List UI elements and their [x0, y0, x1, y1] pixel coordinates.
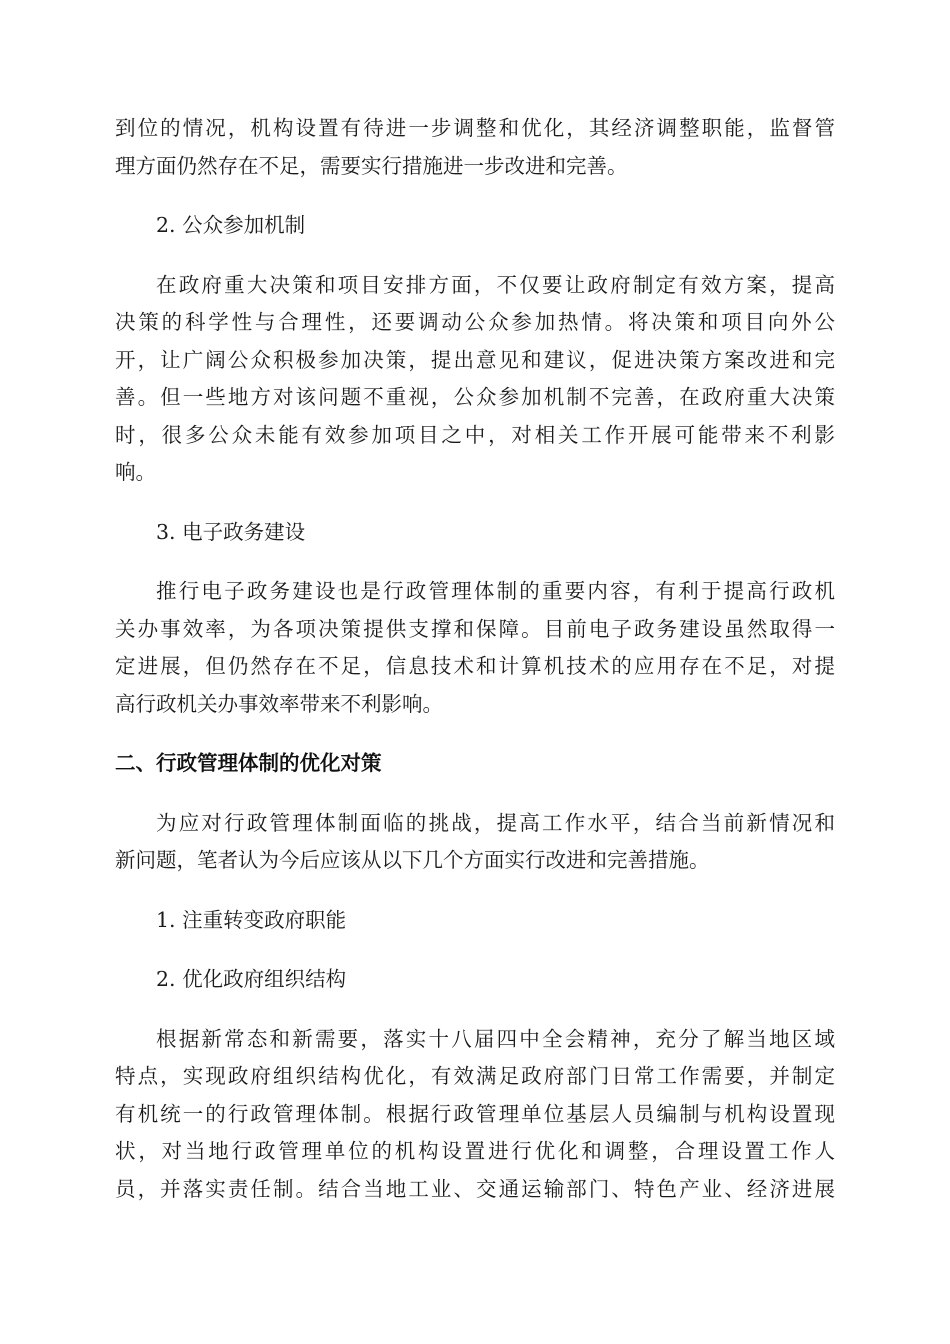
text-line: 有机统一的行政管理体制。根据行政管理单位基层人员编制与机构设置现: [115, 1101, 835, 1126]
document-page: [115, 110, 835, 1208]
section-heading: 二、行政管理体制的优化对策: [115, 751, 382, 775]
text-line: 在政府重大决策和项目安排方面，不仅要让政府制定有效方案，提高: [156, 272, 835, 297]
subheading-organization-structure: 2. 优化政府组织结构: [156, 967, 347, 991]
text-line: 特点，实现政府组织结构优化，有效满足政府部门日常工作需要，并制定: [115, 1064, 835, 1088]
text-line: 状，对当地行政管理单位的机构设置进行优化和调整，合理设置工作人: [115, 1139, 835, 1163]
text-line: 开，让广阔公众积极参加决策，提出意见和建议，促进决策方案改进和完: [115, 347, 835, 372]
paragraph-3: [115, 573, 835, 723]
text-line: 根据新常态和新需要，落实十八届四中全会精神，充分了解当地区域: [156, 1026, 835, 1051]
text-line: 时，很多公众未能有效参加项目之中，对相关工作开展可能带来不利影: [115, 422, 835, 447]
text-line: 到位的情况，机构设置有待进一步调整和优化，其经济调整职能，监督管: [115, 116, 835, 140]
paragraph-5: [115, 1021, 835, 1209]
text-line: 定进展，但仍然存在不足，信息技术和计算机技术的应用存在不足，对提: [115, 654, 835, 678]
text-line: 理方面仍然存在不足，需要实行措施进一步改进和完善。: [115, 153, 628, 178]
text-line: 关办事效率，为各项决策提供支撑和保障。目前电子政务建设虽然取得一: [115, 616, 835, 641]
text-line: 高行政机关办事效率带来不利影响。: [115, 691, 443, 716]
paragraph-2: [115, 267, 835, 492]
text-line: 推行电子政务建设也是行政管理体制的重要内容，有利于提高行政机: [156, 579, 835, 603]
subheading-public-participation: 2. 公众参加机制: [156, 213, 306, 237]
subheading-government-functions: 1. 注重转变政府职能: [156, 907, 347, 932]
paragraph-4: [115, 805, 835, 880]
paragraph-1: [115, 110, 835, 185]
text-line: 决策的科学性与合理性，还要调动公众参加热情。将决策和项目向外公: [115, 310, 835, 334]
text-line: 为应对行政管理体制面临的挑战，提高工作水平，结合当前新情况和: [156, 810, 835, 835]
text-line: 善。但一些地方对该问题不重视，公众参加机制不完善，在政府重大决策: [115, 385, 835, 409]
text-line: 响。: [115, 460, 156, 484]
text-line: 员，并落实责任制。结合当地工业、交通运输部门、特色产业、经济进展: [115, 1176, 835, 1201]
subheading-e-government: 3. 电子政务建设: [156, 519, 306, 544]
text-line: 新问题，笔者认为今后应该从以下几个方面实行改进和完善措施。: [115, 848, 710, 872]
